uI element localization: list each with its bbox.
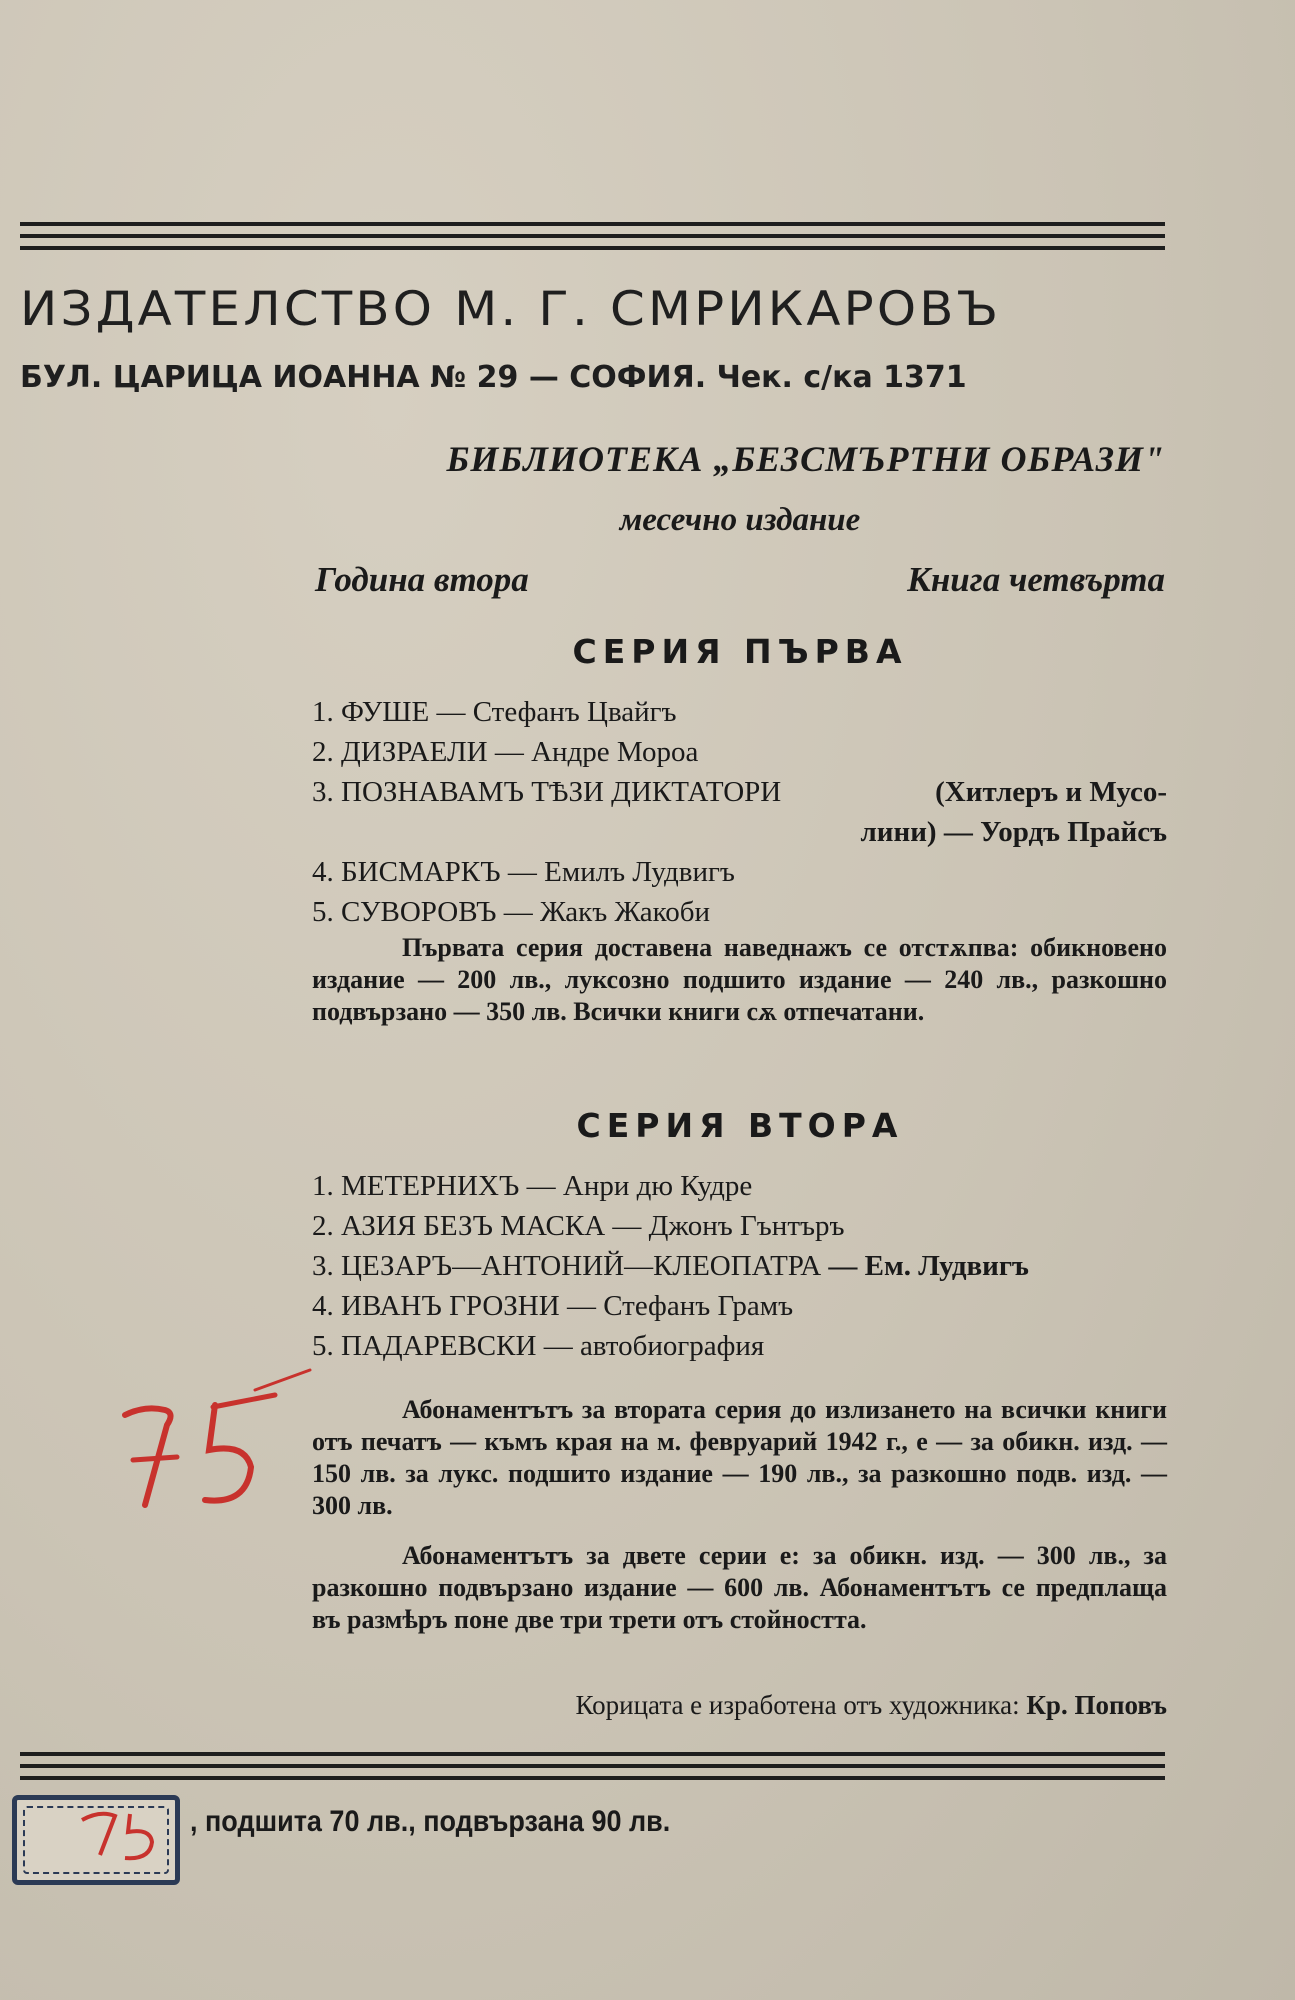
- series-one-note-text: Първата серия доставена наведнажъ се отстѫпва: обикновено издание — 200 лв., луксозно подшито издание — 240 лв., разкошно подвързано — 350 лв. Всички книги сѫ отпечатани.: [312, 933, 1167, 1026]
- year-label: Година втора: [315, 560, 529, 599]
- list-item: [312, 892, 1167, 932]
- list-item: [312, 772, 1167, 852]
- item-number: 1.: [312, 1170, 334, 1202]
- item-number: 1.: [312, 696, 334, 728]
- series-two-title: СЕРИЯ ВТОРА: [576, 1106, 904, 1145]
- item-author: — Джонъ Гънтъръ: [612, 1210, 845, 1242]
- series-two-note-1: [312, 1394, 1167, 1522]
- item-title: ПОЗНАВАМЪ ТѢЗИ ДИКТАТОРИ: [341, 776, 782, 808]
- publisher-address: БУЛ. ЦАРИЦА ИОАННА № 29 — СОФИЯ. Чек. с/ка 1371: [20, 360, 967, 395]
- item-title: ИВАНЪ ГРОЗНИ: [341, 1290, 560, 1322]
- series-two-note-2-text: Абонаментътъ за двете серии е: за обикн. изд. — 300 лв., за разкошно подвързано издание — 600 лв. Абонаментътъ се предплаща въ размѣръ поне две три трети отъ стойността.: [312, 1541, 1167, 1634]
- list-item: [312, 852, 1167, 892]
- item-number: 4.: [312, 856, 334, 888]
- series-two-note-2: [312, 1540, 1167, 1636]
- cover-credit: [312, 1690, 1167, 1721]
- cover-credit-text: Корицата е изработена отъ художника:: [575, 1690, 1020, 1720]
- item-number: 2.: [312, 1210, 334, 1242]
- publisher-name: ИЗДАТЕЛСТВО М. Г. СМРИКАРОВЪ: [20, 282, 1002, 337]
- item-title: АЗИЯ БЕЗЪ МАСКА: [341, 1210, 606, 1242]
- item-title: СУВОРОВЪ: [341, 896, 497, 928]
- list-item: [312, 1286, 1167, 1326]
- list-item: [312, 692, 1167, 732]
- item-number: 3.: [312, 776, 334, 808]
- library-title: БИБЛИОТЕКА „БЕЗСМЪРТНИ ОБРАЗИ": [446, 439, 1165, 479]
- series-one-list: [312, 692, 1167, 932]
- cover-artist: Кр. Поповъ: [1026, 1690, 1167, 1720]
- red-pencil-mark-stamp: [70, 1800, 180, 1870]
- top-rules: [20, 222, 1165, 258]
- item-author-continued: лини) — Уордъ Прайсъ: [860, 816, 1167, 848]
- item-author: — Емилъ Лудвигъ: [507, 856, 735, 888]
- price-line: , подшита 70 лв., подвързана 90 лв.: [190, 1805, 671, 1838]
- list-item: [312, 1246, 1167, 1286]
- item-title: БИСМАРКЪ: [341, 856, 501, 888]
- item-number: 4.: [312, 1290, 334, 1322]
- book-label: Книга четвърта: [907, 560, 1165, 599]
- item-author: — Жакъ Жакоби: [503, 896, 710, 928]
- item-author: — Андре Мороа: [494, 736, 699, 768]
- item-author: — Стефанъ Цвайгъ: [436, 696, 677, 728]
- red-pencil-mark: [105, 1365, 325, 1545]
- item-number: 3.: [312, 1250, 334, 1282]
- monthly-edition: месечно издание: [619, 502, 861, 538]
- item-number: 2.: [312, 736, 334, 768]
- item-title: ФУШЕ: [341, 696, 430, 728]
- list-item: [312, 1326, 1167, 1366]
- series-two-note-1-text: Абонаментътъ за втората серия до излизането на всички книги отъ печатъ — къмъ края на м. февруарий 1942 г., е — за обикн. изд. — 150 лв. за лукс. подшито издание — 190 лв., за разкошно подв. изд. — 300 лв.: [312, 1395, 1167, 1520]
- list-item: [312, 1206, 1167, 1246]
- item-author: — Стефанъ Грамъ: [566, 1290, 794, 1322]
- item-author: — автобиография: [543, 1330, 765, 1362]
- item-title: МЕТЕРНИХЪ: [341, 1170, 520, 1202]
- item-title: ДИЗРАЕЛИ: [341, 736, 488, 768]
- item-author: (Хитлеръ и Мусо-: [935, 776, 1167, 808]
- item-title: ПАДАРЕВСКИ: [341, 1330, 537, 1362]
- list-item: [312, 1166, 1167, 1206]
- list-item: [312, 732, 1167, 772]
- item-author: — Ем. Лудвигъ: [828, 1250, 1029, 1282]
- item-author: — Анри дю Кудре: [526, 1170, 753, 1202]
- series-two-list: [312, 1166, 1167, 1366]
- series-one-note: [312, 932, 1167, 1028]
- item-number: 5.: [312, 1330, 334, 1362]
- series-one-title: СЕРИЯ ПЪРВА: [572, 632, 908, 671]
- item-title: ЦЕЗАРЪ—АНТОНИЙ—КЛЕОПАТРА: [341, 1250, 822, 1282]
- item-number: 5.: [312, 896, 334, 928]
- bottom-rules: [20, 1752, 1165, 1788]
